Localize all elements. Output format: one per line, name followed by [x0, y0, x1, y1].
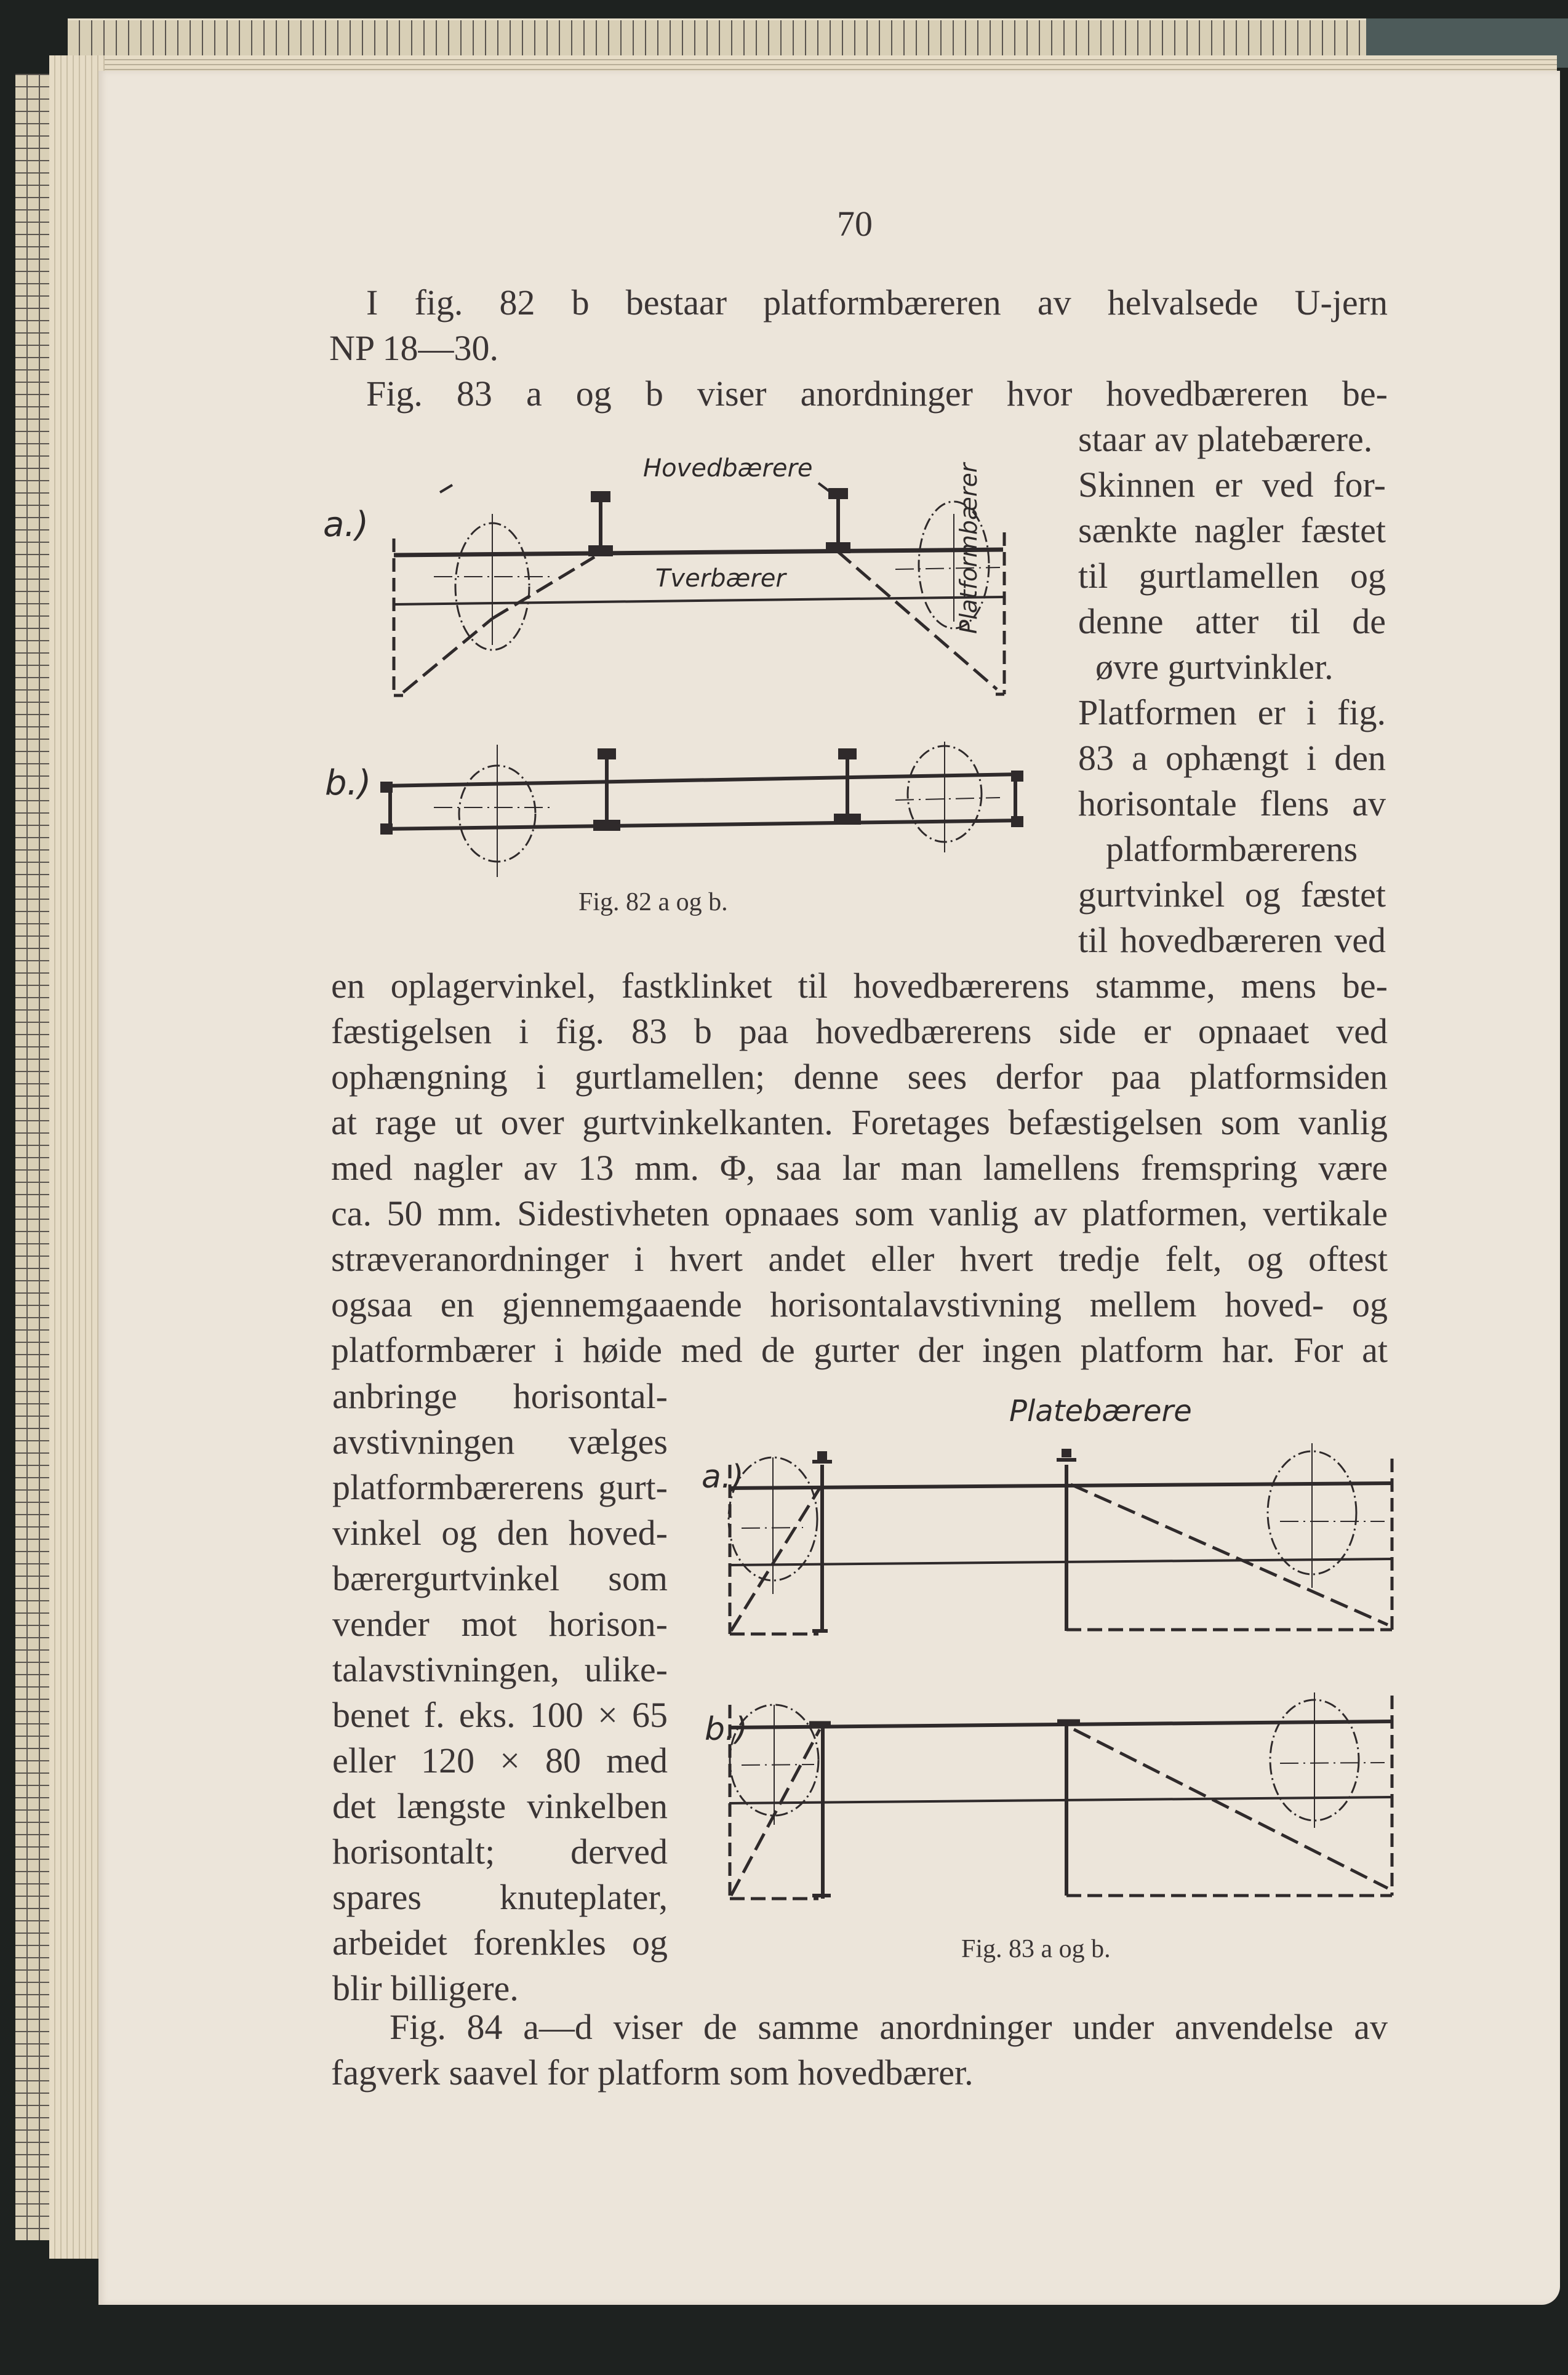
text-line: Platformen er i fig. [1078, 692, 1386, 732]
figure-83-label-plate-girders: Platebærere [1009, 1394, 1192, 1428]
text-line: vender mot horison- [332, 1604, 668, 1644]
bracing-right [1071, 1484, 1388, 1625]
figure-82-label-b: b.) [325, 763, 372, 803]
text-line: 83 a ophængt i den [1078, 738, 1386, 778]
text-line: platformbærerens gurt- [332, 1467, 668, 1507]
text-line: Fig. 83 a og b viser anordninger hvor hovedbæreren be- [366, 374, 1388, 414]
text-line: en oplagervinkel, fastklinket til hovedbærerens stamme, mens be- [331, 966, 1388, 1006]
bracing-left [731, 1488, 820, 1631]
text-line: horisontalt; derved [332, 1832, 668, 1872]
text-line: ca. 50 mm. Sidestivheten opnaaes som vanlig av platformen, vertikale [331, 1193, 1388, 1233]
text-line: fagverk saavel for platform som hovedbærer. [331, 2053, 974, 2093]
text-line: talavstivningen, ulike- [332, 1649, 668, 1689]
text-line: horisontale flens av [1078, 783, 1386, 823]
bracing-left [731, 1729, 820, 1896]
page-number: 70 [837, 204, 873, 244]
text-line: til hovedbæreren ved [1078, 920, 1386, 960]
figure-83-label-b: b.) [705, 1711, 748, 1748]
text-line: vinkel og den hoved- [332, 1513, 668, 1553]
text-line: eller 120 × 80 med [332, 1740, 668, 1780]
text-line: benet f. eks. 100 × 65 [332, 1695, 668, 1735]
text-line: at rage ut over gurtvinkelkanten. Foretages befæstigelsen som vanlig [331, 1102, 1388, 1142]
top-chord [729, 1483, 1392, 1488]
text-line: blir billigere. [332, 1968, 519, 2008]
text-line: platformbærerens [1106, 829, 1358, 869]
text-line: sænkte nagler fæstet [1078, 510, 1386, 550]
figure-83-caption: Fig. 83 a og b. [961, 1935, 1111, 1963]
text-line: med nagler av 13 mm. Φ, saa lar man lamellens fremspring være [331, 1148, 1388, 1188]
text-line: spares knuteplater, [332, 1877, 668, 1917]
figure-83b-drawing [729, 1692, 1392, 1899]
figure-83-label-a: a.) [702, 1459, 744, 1496]
bottom-chord [729, 1797, 1392, 1803]
text-line: Skinnen er ved for- [1078, 465, 1386, 505]
text-line: I fig. 82 b bestaar platformbæreren av helvalsede U-jern [366, 282, 1388, 322]
text-line: anbringe horisontal- [332, 1376, 668, 1416]
text-line: fæstigelsen i fig. 83 b paa hovedbærerens side er opnaaet ved [331, 1011, 1388, 1051]
figure-82-label-a: a.) [323, 505, 369, 545]
text-line: til gurtlamellen og [1078, 556, 1386, 596]
text-line: Fig. 84 a—d viser de samme anordninger under anvendelse av [390, 2007, 1388, 2047]
text-line: bærergurtvinkel som [332, 1558, 668, 1598]
text-line: gurtvinkel og fæstet [1078, 875, 1386, 915]
text-line: det længste vinkelben [332, 1786, 668, 1826]
text-line: ophængning i gurtlamellen; denne sees derfor paa platformsiden [331, 1057, 1388, 1097]
text-line: avstivningen vælges [332, 1422, 668, 1462]
text-line: øvre gurtvinkler. [1095, 647, 1334, 687]
text-line: arbeidet forenkles og [332, 1923, 668, 1963]
bottom-chord [729, 1559, 1392, 1565]
figure-82-label-platform-girder: Platformbærer [955, 463, 982, 634]
text-line: ogsaa en gjennemgaaende horisontalavstivning mellem hoved- og [331, 1284, 1388, 1324]
figure-82-label-main-girders: Hovedbærere [643, 454, 813, 483]
text-line: NP 18—30. [329, 328, 498, 368]
text-line: denne atter til de [1078, 601, 1386, 641]
text-line: platformbærer i høide med de gurter der ingen platform har. For at [331, 1330, 1388, 1370]
text-line: staar av platebærere. [1078, 419, 1373, 459]
text-line: stræveranordninger i hvert andet eller hvert tredje felt, og oftest [331, 1239, 1388, 1279]
figure-82-label-cross-girder: Tverbærer [655, 564, 786, 593]
figure-82-caption: Fig. 82 a og b. [578, 888, 728, 916]
